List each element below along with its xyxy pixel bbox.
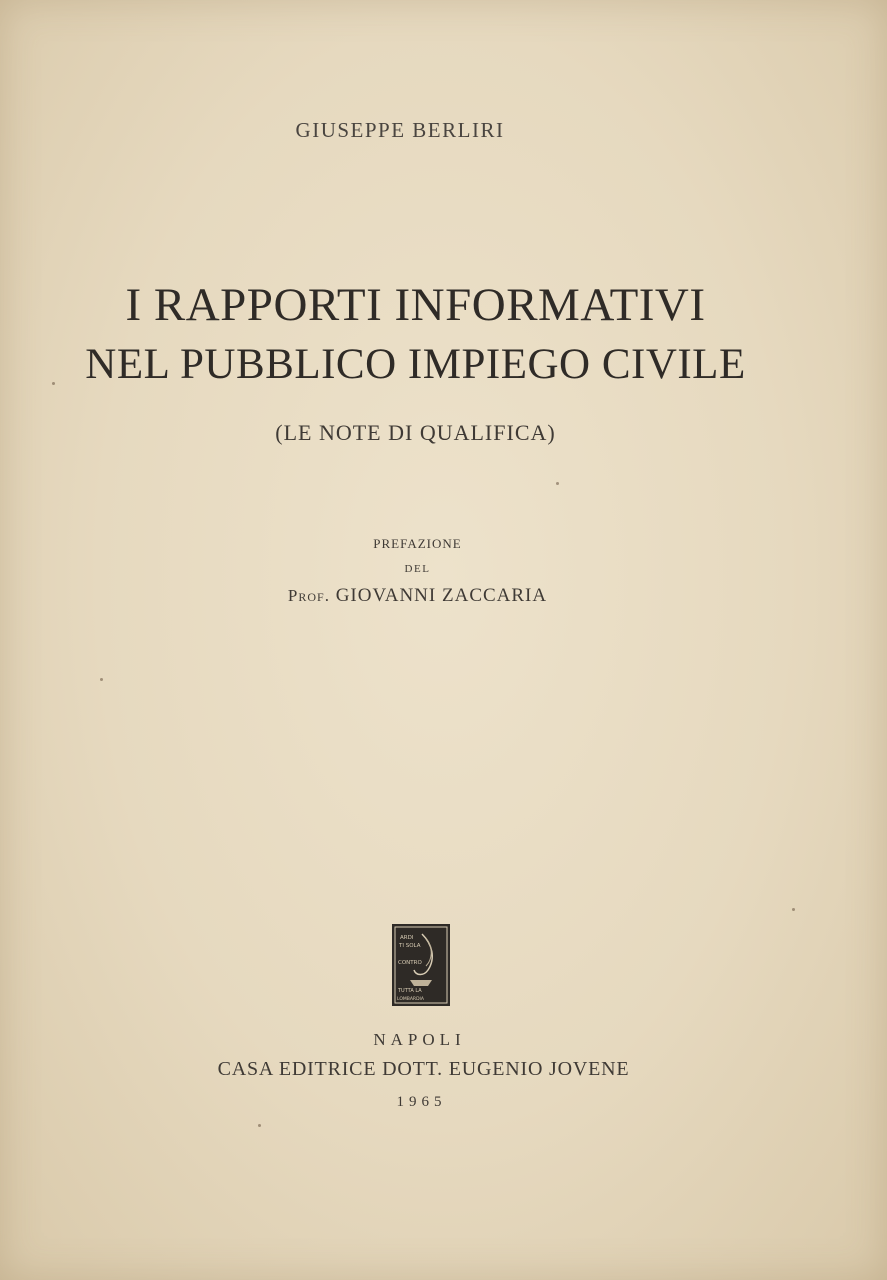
preface-label: PREFAZIONE bbox=[373, 536, 462, 551]
title-line-2: NEL PUBBLICO IMPIEGO CIVILE bbox=[85, 341, 746, 388]
publisher-emblem-icon bbox=[392, 924, 450, 1006]
publisher-city: NAPOLI bbox=[373, 1030, 466, 1049]
logo-text-4: TUTTA LA bbox=[398, 988, 422, 994]
paper-speck bbox=[100, 678, 103, 681]
subtitle: (LE NOTE DI QUALIFICA) bbox=[275, 420, 556, 445]
paper-speck bbox=[792, 908, 795, 911]
paper-speck bbox=[556, 482, 559, 485]
title-line-1: I RAPPORTI INFORMATIVI bbox=[125, 279, 706, 331]
publication-year: 1965 bbox=[396, 1094, 447, 1110]
publisher-name: CASA EDITRICE DOTT. EUGENIO JOVENE bbox=[217, 1058, 630, 1080]
author-name: GIUSEPPE BERLIRI bbox=[295, 118, 505, 142]
logo-text-2: TI SOLA bbox=[399, 943, 421, 949]
paper-speck bbox=[52, 382, 55, 385]
preface-connector: DEL bbox=[404, 563, 431, 575]
logo-text-1: ARDI bbox=[400, 935, 414, 941]
logo-text-5: LOMBARDIA bbox=[397, 997, 424, 1002]
preface-author-name: GIOVANNI ZACCARIA bbox=[335, 585, 548, 606]
preface-author-title: Prof. bbox=[287, 586, 330, 605]
preface-author bbox=[0, 585, 861, 607]
logo-text-3: CONTRO bbox=[398, 960, 422, 966]
paper-speck bbox=[258, 1124, 261, 1127]
